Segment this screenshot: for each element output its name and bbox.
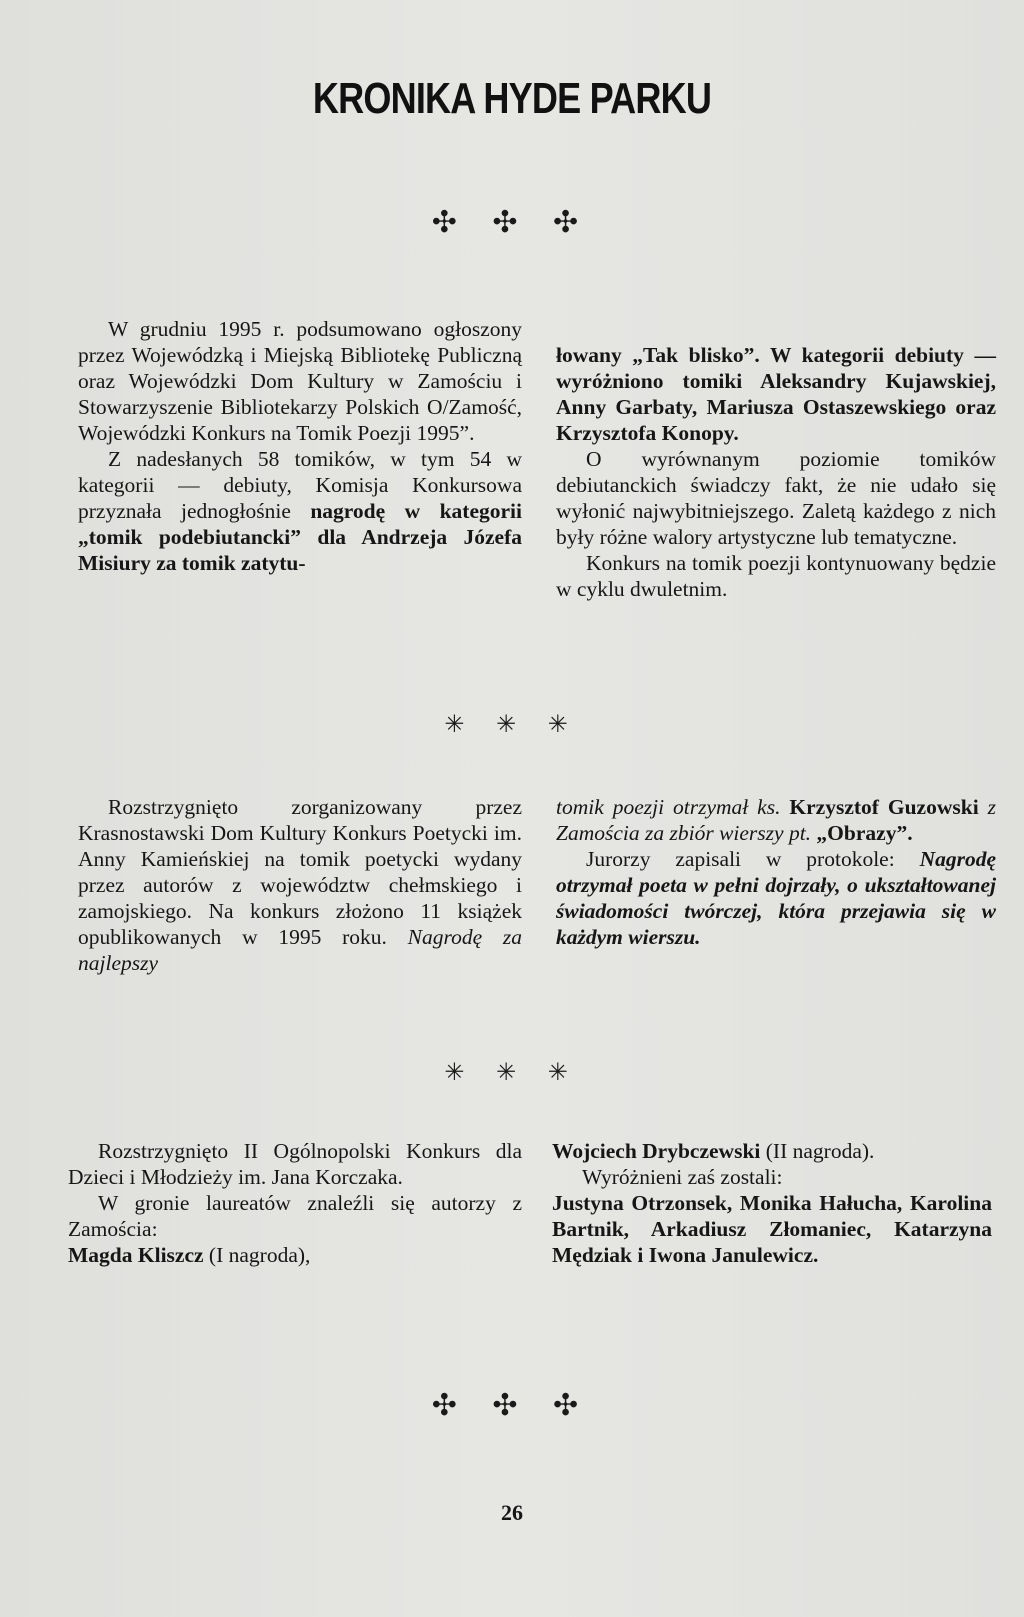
page-title: KRONIKA HYDE PARKU — [312, 74, 712, 123]
page-number: 26 — [501, 1500, 523, 1525]
text-run: Z nadesłanych 58 tomików, w tym 54 w kategorii — debiuty, Komisja Konkursowa przyznała jednogłośnie — [78, 447, 522, 523]
separator-asterisks: ✳ ✳ ✳ — [444, 1058, 580, 1086]
paragraph: Rozstrzygnięto II Ogólnopolski Konkurs dla Dzieci i Młodzieży im. Jana Korczaka. — [68, 1139, 522, 1189]
text-run-bold-italic: Nagrodę otrzymał poeta w pełni dojrzały, o ukształtowanej świadomości twórczej, która przejawia się w każdym wierszu. — [556, 847, 996, 949]
text-run-italic: z Zamościa za zbiór wierszy pt. — [556, 795, 996, 845]
text-run-italic: Nagrodę za najlepszy — [78, 925, 523, 975]
text-run: Jurorzy zapisali w protokole: — [586, 847, 920, 871]
section2-left-column — [78, 794, 522, 976]
separator-asterisks: ✳ ✳ ✳ — [444, 710, 580, 738]
text-run-bold: Krzysztof Guzowski — [789, 795, 979, 819]
paragraph: łowany „Tak blisko”. W kategorii debiuty — wyróżniono tomiki Aleksandry Kujawskiej, Anny Garbaty, Mariusza Ostaszewskiego oraz Krzysztofa Konopy. — [556, 343, 996, 445]
text-run-bold: nagrodę w kategorii „tomik podebiutancki” dla Andrzeja Józefa Misiury za tomik zatytu- — [78, 499, 522, 575]
section3-left-column — [68, 1138, 522, 1268]
separator-ornament: ✣ ✣ ✣ — [431, 1389, 593, 1422]
paragraph: Justyna Otrzonsek, Monika Hałucha, Karolina Bartnik, Arkadiusz Złomaniec, Katarzyna Mędziak i Iwona Janulewicz. — [552, 1191, 992, 1267]
separator-ornament: ✣ ✣ ✣ — [431, 206, 593, 239]
text-run-bold: Magda Kliszcz — [68, 1243, 204, 1267]
text-run-bold: „Obrazy”. — [816, 821, 913, 845]
paragraph — [556, 846, 996, 950]
paragraph: Konkurs na tomik poezji kontynuowany będzie w cyklu dwuletnim. — [556, 551, 996, 601]
text-run: (I nagroda), — [203, 1243, 311, 1267]
text-run: Rozstrzygnięto zorganizowany przez Krasnostawski Dom Kultury Konkurs Poetycki im. Anny Kamieńskiej na tomik poetycki wydany przez autorów z województw chełmskiego i zamojskiego. Na konkurs złożono 11 książek opublikowanych w 1995 roku. — [78, 795, 522, 949]
paragraph: O wyrównanym poziomie tomików debiutanckich świadczy fakt, że nie udało się wyłonić najwybitniejszego. Zaletą każdego z nich były różne walory artystyczne lub tematyczne. — [556, 447, 996, 549]
text-run: (II nagroda). — [760, 1139, 875, 1163]
paragraph: Wyróżnieni zaś zostali: — [582, 1165, 783, 1189]
section1-right-column — [556, 342, 996, 602]
paragraph — [78, 794, 522, 976]
paragraph — [78, 446, 522, 576]
text-run-bold: Wojciech Drybczewski — [552, 1139, 761, 1163]
paragraph: W grudniu 1995 r. podsumowano ogłoszony przez Wojewódzką i Miejską Bibliotekę Publiczną oraz Wojewódzki Dom Kultury w Zamościu i Stowarzyszenie Bibliotekarzy Polskich O/Zamość, Wojewódzki Konkurs na Tomik Poezji 1995”. — [78, 317, 522, 445]
section3-right-column — [552, 1138, 992, 1268]
paragraph — [552, 1138, 992, 1164]
paragraph — [556, 794, 996, 846]
section1-left-column — [78, 316, 522, 576]
paragraph: W gronie laureatów znaleźli się autorzy z Zamościa: — [68, 1191, 522, 1241]
section2-right-column — [556, 794, 996, 950]
text-run-italic: tomik poezji otrzymał ks. — [556, 795, 790, 819]
paragraph — [68, 1242, 522, 1268]
